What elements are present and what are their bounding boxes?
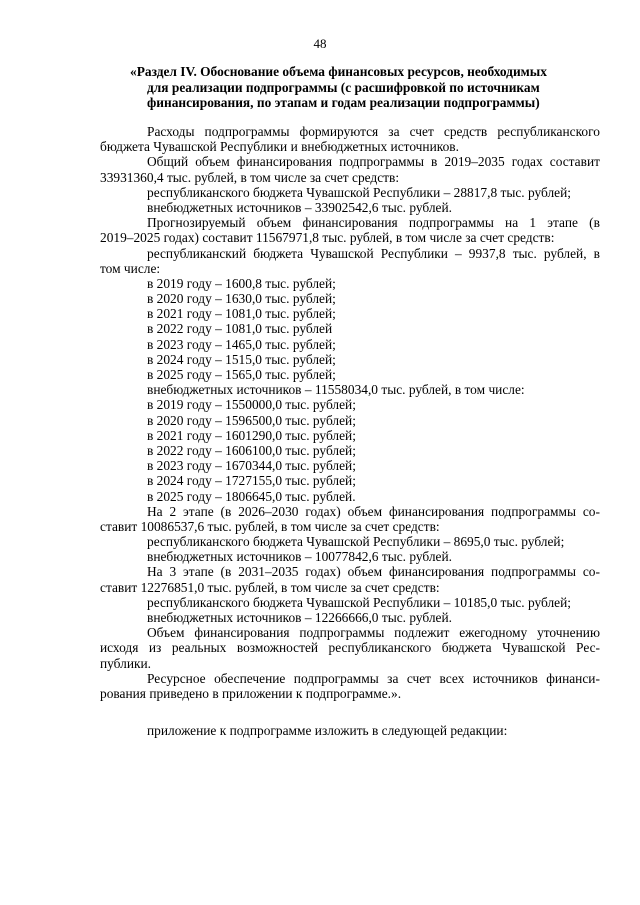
text-line: На 3 этапе (в 2031–2035 годах) объем финансирования подпрограммы со- bbox=[147, 564, 600, 580]
text-line: внебюджетных источников – 12266666,0 тыс. рублей. bbox=[147, 610, 452, 625]
text-line: бюджета Чувашской Республики и внебюджетных источников. bbox=[100, 139, 459, 155]
text-line: в 2025 году – 1806645,0 тыс. рублей. bbox=[147, 488, 356, 504]
text-line: республиканский бюджета Чувашской Республики – 9937,8 тыс. рублей, в bbox=[147, 245, 600, 261]
text-line: том числе: bbox=[100, 260, 161, 276]
text-line: исходя из реальных возможностей республиканского бюджета Чувашской Рес- bbox=[100, 640, 600, 656]
text-line: в 2023 году – 1670344,0 тыс. рублей; bbox=[147, 458, 356, 474]
heading-line: «Раздел IV. Обоснование объема финансовых ресурсов, необходимых bbox=[130, 64, 547, 79]
text-line: 2019–2025 годах) составит 11567971,8 тыс. рублей, в том числе за счет средств: bbox=[100, 230, 555, 246]
heading-line: для реализации подпрограммы (с расшифровкой по источникам bbox=[147, 79, 540, 95]
text-line: республиканского бюджета Чувашской Республики – 10185,0 тыс. рублей; bbox=[147, 594, 572, 610]
text-line: в 2021 году – 1601290,0 тыс. рублей; bbox=[147, 427, 356, 443]
heading-line: финансирования, по этапам и годам реализации подпрограммы) bbox=[147, 95, 540, 111]
text-line: в 2022 году – 1081,0 тыс. рублей bbox=[147, 321, 333, 337]
text-line: 33931360,4 тыс. рублей, в том числе за счет средств: bbox=[100, 169, 400, 185]
page-number: 48 bbox=[313, 36, 327, 51]
closing-line: приложение к подпрограмме изложить в следующей редакции: bbox=[147, 723, 508, 739]
text-line: республиканского бюджета Чувашской Республики – 28817,8 тыс. рублей; bbox=[147, 184, 572, 200]
text-line: Ресурсное обеспечение подпрограммы за счет всех источников финанси- bbox=[147, 670, 600, 686]
text-line: в 2024 году – 1727155,0 тыс. рублей; bbox=[147, 473, 356, 489]
text-line: в 2019 году – 1600,8 тыс. рублей; bbox=[147, 275, 336, 291]
text-line: публики. bbox=[100, 655, 152, 671]
text-line: внебюджетных источников – 11558034,0 тыс. рублей, в том числе: bbox=[147, 382, 525, 398]
text-line: в 2024 году – 1515,0 тыс. рублей; bbox=[147, 351, 336, 367]
text-line: внебюджетных источников – 33902542,6 тыс. рублей. bbox=[147, 199, 452, 215]
body-text bbox=[100, 124, 600, 738]
text-line: рования приведено в приложении к подпрограмме.». bbox=[100, 685, 402, 701]
text-line: На 2 этапе (в 2026–2030 годах) объем финансирования подпрограммы со- bbox=[147, 503, 600, 519]
section-heading bbox=[100, 64, 600, 111]
text-line: в 2020 году – 1596500,0 тыс. рублей; bbox=[147, 412, 356, 428]
text-line: ставит 12276851,0 тыс. рублей, в том числе за счет средств: bbox=[100, 579, 440, 595]
text-line: в 2023 году – 1465,0 тыс. рублей; bbox=[147, 336, 336, 352]
text-line: в 2020 году – 1630,0 тыс. рублей; bbox=[147, 291, 336, 307]
text-line: республиканского бюджета Чувашской Республики – 8695,0 тыс. рублей; bbox=[147, 534, 565, 550]
text-line: в 2025 году – 1565,0 тыс. рублей; bbox=[147, 367, 336, 382]
text-line: Общий объем финансирования подпрограммы в 2019–2035 годах составит bbox=[147, 154, 600, 170]
paragraph-gap bbox=[100, 701, 600, 723]
text-line: Прогнозируемый объем финансирования подпрограммы на 1 этапе (в bbox=[147, 215, 600, 231]
text-line: в 2021 году – 1081,0 тыс. рублей; bbox=[147, 306, 336, 322]
text-line: в 2019 году – 1550000,0 тыс. рублей; bbox=[147, 397, 356, 413]
text-line: в 2022 году – 1606100,0 тыс. рублей; bbox=[147, 442, 356, 458]
text-line: ставит 10086537,6 тыс. рублей, в том числе за счет средств: bbox=[100, 518, 440, 534]
text-line: внебюджетных источников – 10077842,6 тыс. рублей. bbox=[147, 549, 452, 565]
text-line: Объем финансирования подпрограммы подлежит ежегодному уточнению bbox=[147, 625, 600, 641]
text-line: Расходы подпрограммы формируются за счет средств республиканского bbox=[147, 124, 600, 139]
